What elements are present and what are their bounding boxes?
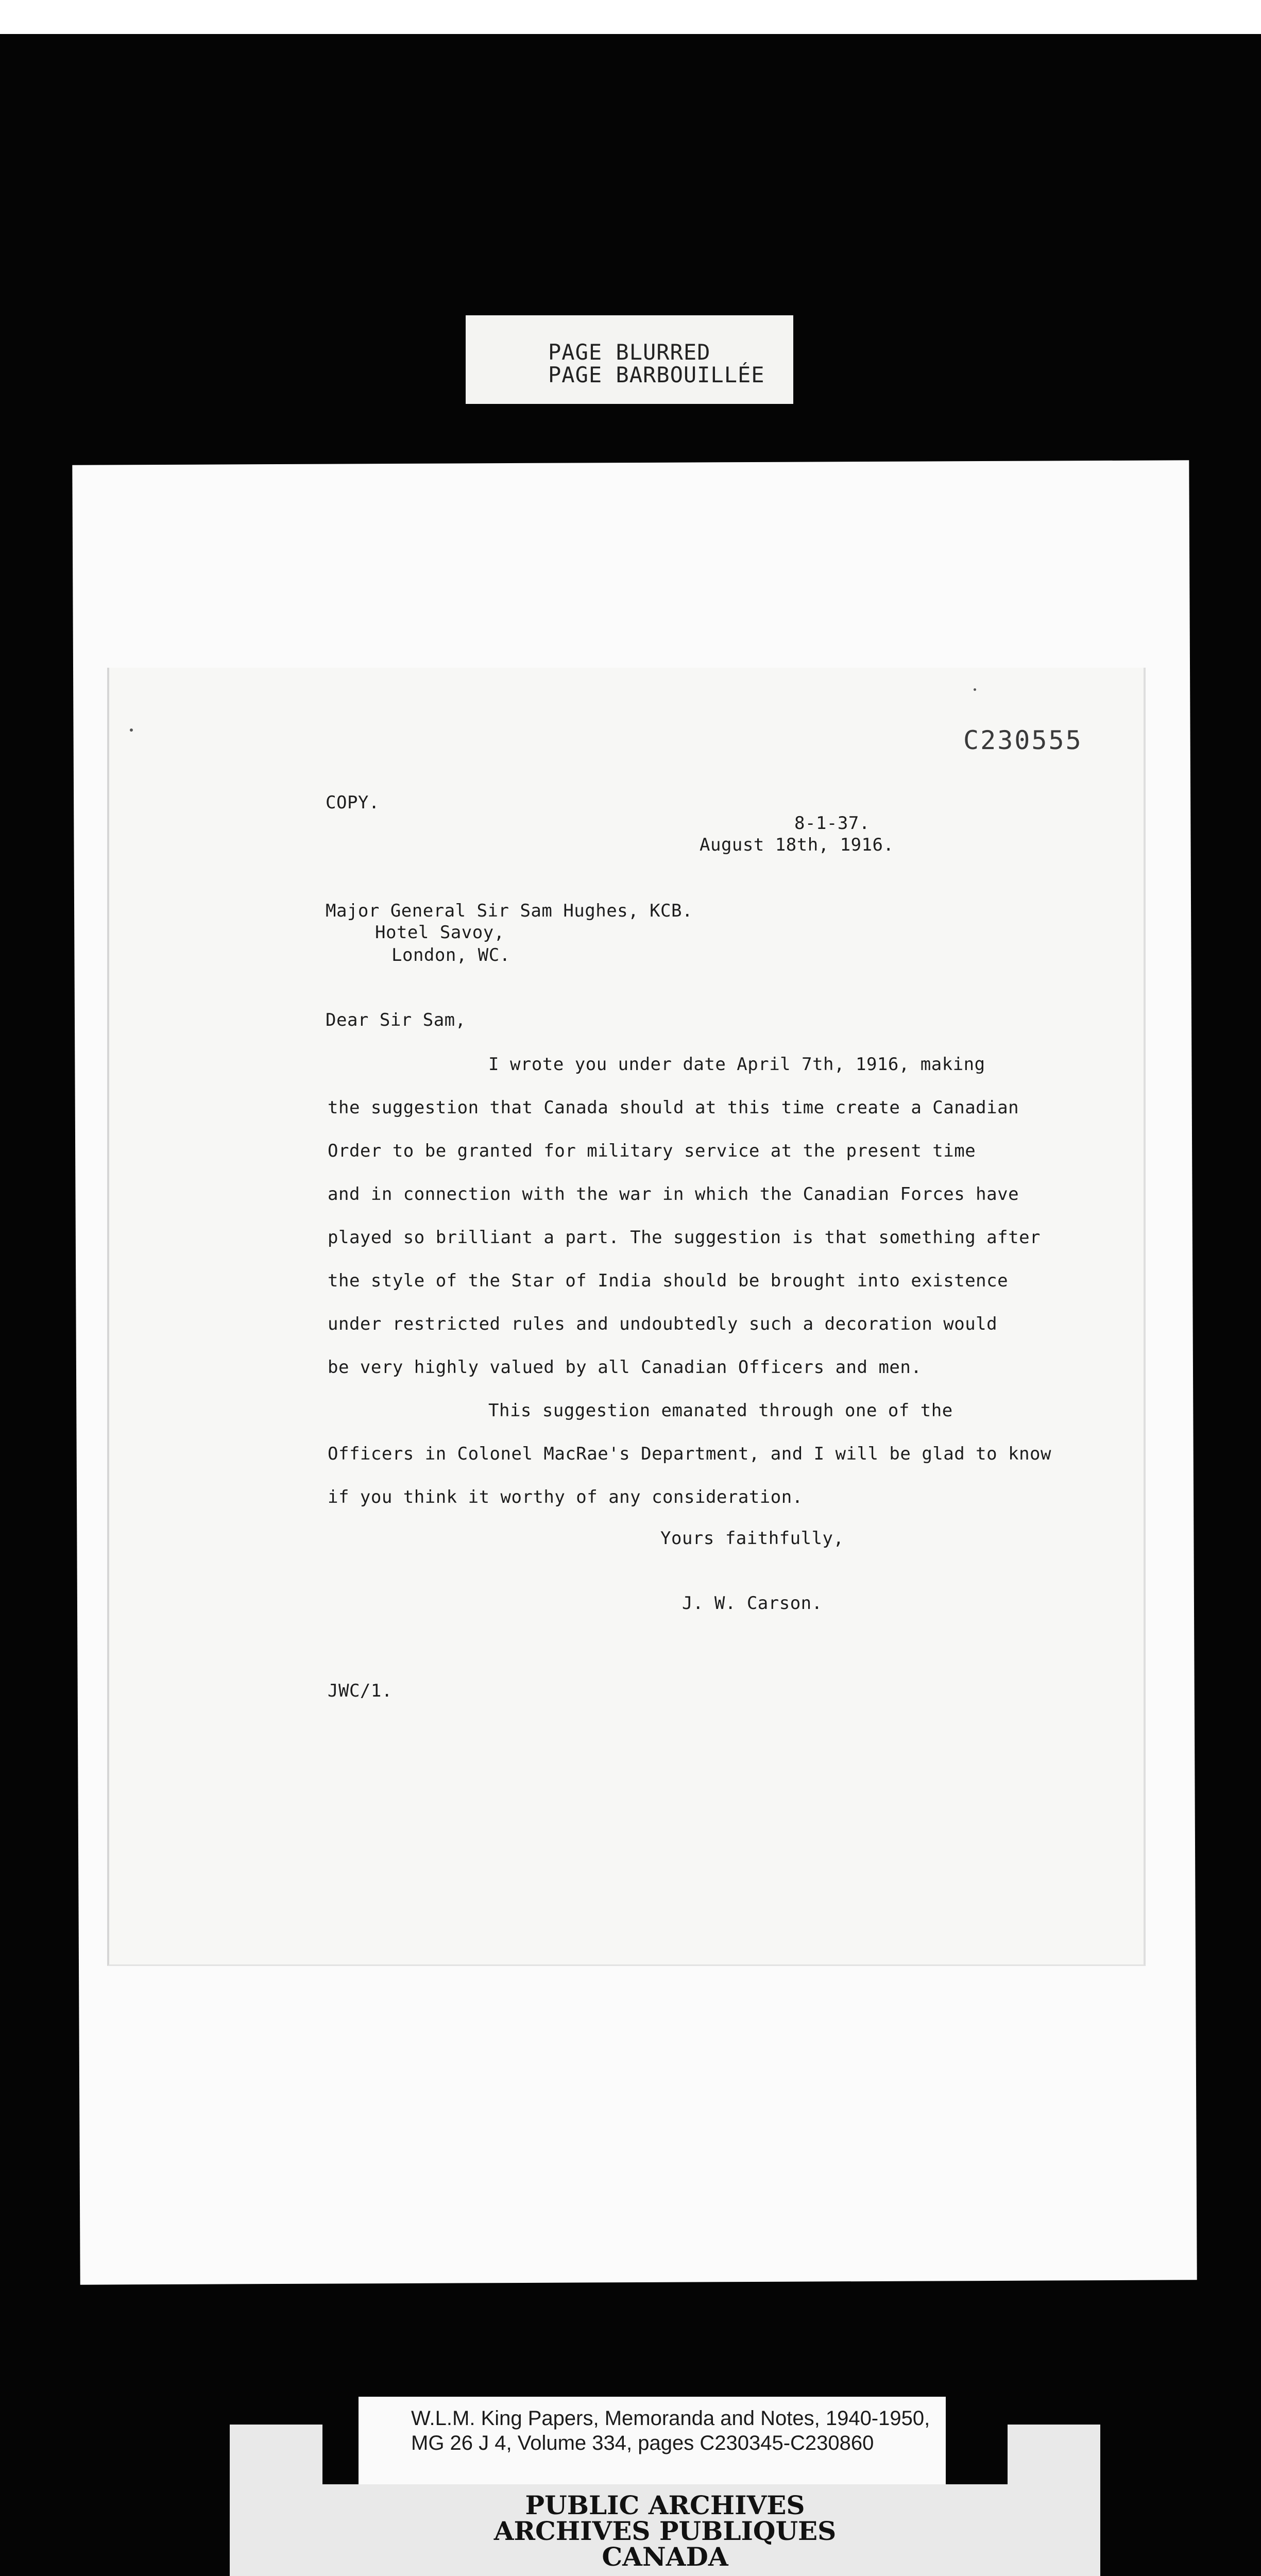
reference-line: MG 26 J 4, Volume 334, pages C230345-C230860: [411, 2432, 874, 2454]
blur-label-french: PAGE BARBOUILLÉE: [548, 362, 765, 387]
body-line: Order to be granted for military service at the present time: [328, 1141, 976, 1161]
page-blurred-label: [466, 315, 793, 404]
collection-reference-label: [359, 2397, 946, 2484]
body-line: Officers in Colonel MacRae's Department, and I will be glad to know: [328, 1444, 1051, 1464]
blur-label-english: PAGE BLURRED: [548, 340, 711, 365]
archives-title: [230, 2490, 1100, 2572]
archives-line-english: PUBLIC ARCHIVES: [525, 2490, 805, 2520]
archives-line-french: ARCHIVES PUBLIQUES: [493, 2516, 837, 2546]
salutation: Dear Sir Sam,: [326, 1010, 466, 1030]
archives-line-country: CANADA: [602, 2541, 728, 2572]
body-line: the suggestion that Canada should at this time create a Canadian: [328, 1097, 1019, 1118]
letter-date: August 18th, 1916.: [700, 835, 894, 855]
body-line: be very highly valued by all Canadian Officers and men.: [328, 1357, 922, 1378]
typist-initials: JWC/1.: [328, 1681, 393, 1701]
body-line: played so brilliant a part. The suggestion is that something after: [328, 1227, 1041, 1248]
signature: J. W. Carson.: [682, 1593, 823, 1614]
dust-speck: [130, 728, 133, 732]
body-line: the style of the Star of India should be brought into existence: [328, 1270, 1009, 1291]
closing: Yours faithfully,: [660, 1528, 844, 1549]
file-reference: 8-1-37.: [794, 813, 870, 834]
address-line: Major General Sir Sam Hughes, KCB.: [326, 901, 693, 921]
reference-line: W.L.M. King Papers, Memoranda and Notes, 1940-1950,: [411, 2407, 930, 2430]
address-line: Hotel Savoy,: [375, 922, 505, 943]
body-line: This suggestion emanated through one of the: [488, 1400, 953, 1421]
address-line: London, WC.: [391, 945, 510, 965]
body-line: I wrote you under date April 7th, 1916, making: [488, 1054, 985, 1075]
dust-speck: [974, 688, 976, 691]
body-line: if you think it worthy of any consideration.: [328, 1487, 803, 1507]
archive-stamp-number: C230555: [963, 725, 1083, 755]
body-line: under restricted rules and undoubtedly such a decoration would: [328, 1314, 998, 1334]
copy-mark: COPY.: [326, 792, 380, 813]
body-line: and in connection with the war in which the Canadian Forces have: [328, 1184, 1019, 1205]
